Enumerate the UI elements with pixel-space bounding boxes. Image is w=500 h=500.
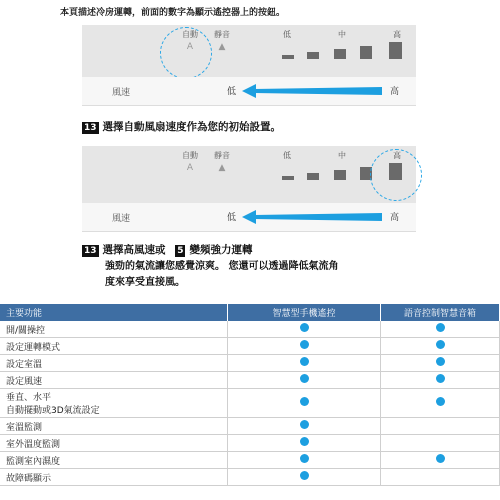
table-row	[0, 321, 500, 338]
fan-speed-label: 風速	[112, 88, 131, 98]
step-desc-line-1: 強勁的氣流讓您感覺涼爽。 您還可以透過降低氣流角	[105, 261, 339, 272]
step-text: 選擇自動風扇速度作為您的初始設置。	[102, 121, 282, 133]
phone-support-cell	[228, 435, 381, 452]
table-row	[0, 338, 500, 355]
header-phone: 智慧型手機遙控	[228, 304, 381, 321]
mode-auto	[178, 150, 202, 173]
speaker-support-cell	[381, 355, 500, 372]
feature-label-line-2: 自動擺動或3D氣流設定	[6, 406, 100, 416]
feature-label: 室溫監測	[6, 422, 43, 433]
fan-speed-low: 低	[227, 87, 237, 97]
step-badge: 13	[84, 123, 97, 133]
feature-label: 室外溫度監測	[6, 439, 61, 450]
supported-dot-icon	[436, 454, 445, 463]
feature-cell	[0, 418, 228, 435]
supported-dot-icon	[436, 357, 445, 366]
speaker-support-cell	[381, 338, 500, 355]
table-row	[0, 418, 500, 435]
supported-dot-icon	[300, 397, 309, 406]
table-row	[0, 389, 500, 418]
feature-cell	[0, 452, 228, 469]
speed-bar-5	[389, 42, 402, 59]
speaker-support-cell	[381, 469, 500, 486]
table-body	[0, 321, 500, 486]
phone-support-cell	[228, 338, 381, 355]
speaker-support-cell	[381, 452, 500, 469]
level-high-label: 高	[393, 151, 401, 160]
quiet-tree-icon: ▲	[218, 163, 226, 173]
step-high-fan	[82, 242, 252, 257]
auto-fan-icon: A	[186, 163, 194, 173]
mode-auto-label: 自動	[182, 151, 198, 160]
mode-auto-label: 自動	[182, 30, 198, 39]
feature-label: 設定室溫	[6, 359, 43, 370]
phone-support-cell	[228, 452, 381, 469]
step-description	[105, 259, 405, 291]
step-badge-13: 13	[84, 246, 97, 256]
phone-support-cell	[228, 355, 381, 372]
feature-table	[0, 304, 500, 486]
phone-support-cell	[228, 418, 381, 435]
feature-cell	[0, 355, 228, 372]
arrow-left-icon	[242, 209, 387, 225]
speed-bar-2	[307, 52, 319, 59]
step-desc-line-2: 度來享受直接風。	[105, 277, 185, 288]
supported-dot-icon	[300, 357, 309, 366]
feature-cell	[0, 469, 228, 486]
level-mid-label: 中	[338, 151, 346, 160]
feature-cell	[0, 338, 228, 355]
level-mid-label: 中	[338, 30, 346, 39]
mode-quiet-label: 靜音	[214, 151, 230, 160]
feature-cell	[0, 435, 228, 452]
step-badge-5: 5	[177, 246, 184, 256]
speaker-support-cell	[381, 321, 500, 338]
speed-bar-3	[334, 170, 346, 180]
step-text-1: 選擇高風速或	[102, 244, 166, 256]
mode-quiet	[210, 29, 234, 52]
feature-label: 故障碼顯示	[6, 473, 52, 484]
speaker-support-cell	[381, 435, 500, 452]
supported-dot-icon	[300, 471, 309, 480]
speed-bar-3	[334, 49, 346, 59]
table-header-row	[0, 304, 500, 321]
supported-dot-icon	[300, 340, 309, 349]
feature-cell	[0, 372, 228, 389]
arrow-left-icon	[242, 83, 387, 99]
level-low-label: 低	[283, 151, 291, 160]
table-row	[0, 452, 500, 469]
speed-bar-4	[360, 46, 372, 59]
step-text-2: 變頻強力運轉	[189, 244, 253, 256]
highlight-circle-auto	[160, 27, 212, 79]
supported-dot-icon	[300, 420, 309, 429]
supported-dot-icon	[436, 340, 445, 349]
table-row	[0, 435, 500, 452]
supported-dot-icon	[436, 323, 445, 332]
level-high-label: 高	[393, 30, 401, 39]
feature-label: 監測室內濕度	[6, 456, 61, 467]
mode-quiet-label: 靜音	[214, 30, 230, 39]
speed-bar-1	[282, 55, 294, 59]
supported-dot-icon	[436, 397, 445, 406]
phone-support-cell	[228, 372, 381, 389]
supported-dot-icon	[300, 374, 309, 383]
table-row	[0, 372, 500, 389]
highlight-circle-high	[370, 149, 422, 201]
fan-speed-label: 風速	[112, 214, 131, 224]
table-row	[0, 469, 500, 486]
fan-speed-row-1	[82, 77, 416, 106]
speaker-support-cell	[381, 372, 500, 389]
mode-quiet	[210, 150, 234, 173]
feature-cell	[0, 389, 228, 418]
speaker-support-cell	[381, 389, 500, 418]
header-feature: 主要功能	[0, 304, 228, 321]
feature-cell	[0, 321, 228, 338]
phone-support-cell	[228, 469, 381, 486]
table-row	[0, 355, 500, 372]
fan-speed-row-2	[82, 203, 416, 232]
feature-label: 開/關操控	[6, 325, 46, 336]
fan-speed-high: 高	[390, 213, 400, 223]
speaker-support-cell	[381, 418, 500, 435]
feature-label: 設定風速	[6, 376, 43, 387]
supported-dot-icon	[300, 454, 309, 463]
phone-support-cell	[228, 321, 381, 338]
speed-bar-2	[307, 173, 319, 180]
supported-dot-icon	[436, 374, 445, 383]
header-speaker: 語音控制智慧音箱	[381, 304, 500, 321]
speed-bar-1	[282, 176, 294, 180]
feature-label: 設定運轉模式	[6, 342, 61, 353]
auto-fan-icon: A	[186, 42, 194, 52]
step-auto-fan	[82, 119, 281, 134]
intro-text: 本頁描述冷房運轉，前面的數字為顯示遙控器上的按鈕。	[60, 8, 286, 18]
fan-speed-low: 低	[227, 213, 237, 223]
quiet-tree-icon: ▲	[218, 42, 226, 52]
supported-dot-icon	[300, 323, 309, 332]
feature-label: 垂直、水平	[6, 393, 52, 403]
supported-dot-icon	[300, 437, 309, 446]
fan-speed-high: 高	[390, 87, 400, 97]
level-low-label: 低	[283, 30, 291, 39]
phone-support-cell	[228, 389, 381, 418]
